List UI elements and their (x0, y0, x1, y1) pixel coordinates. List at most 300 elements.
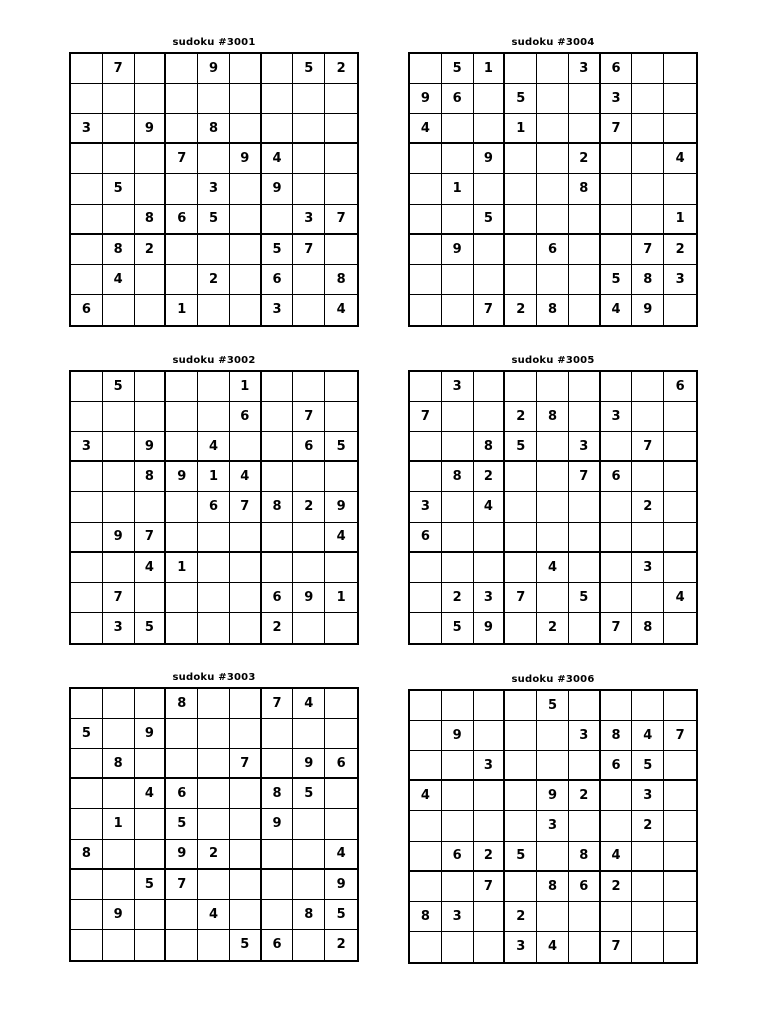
sudoku-cell (442, 781, 474, 811)
sudoku-cell (71, 809, 103, 839)
sudoku-cell (71, 613, 103, 643)
sudoku-cell (71, 930, 103, 960)
sudoku-cell (293, 174, 325, 204)
sudoku-cell (262, 840, 294, 870)
sudoku-cell: 2 (569, 144, 601, 174)
sudoku-cell (505, 553, 537, 583)
sudoku-cell: 9 (632, 295, 664, 325)
sudoku-cell (410, 583, 442, 613)
sudoku-cell: 5 (442, 613, 474, 643)
sudoku-cell (103, 870, 135, 900)
sudoku-cell (664, 842, 696, 872)
sudoku-cell (474, 523, 506, 553)
sudoku-cell: 6 (569, 872, 601, 902)
sudoku-cell (71, 553, 103, 583)
sudoku-cell: 4 (537, 932, 569, 962)
sudoku-cell (135, 749, 167, 779)
sudoku-cell: 2 (505, 902, 537, 932)
sudoku-cell (103, 553, 135, 583)
sudoku-cell (505, 492, 537, 522)
sudoku-cell: 8 (410, 902, 442, 932)
sudoku-cell (537, 265, 569, 295)
sudoku-cell (325, 84, 357, 114)
sudoku-cell (664, 84, 696, 114)
sudoku-cell (230, 553, 262, 583)
sudoku-cell (293, 840, 325, 870)
sudoku-cell (325, 689, 357, 719)
sudoku-cell (474, 235, 506, 265)
sudoku-cell: 9 (537, 781, 569, 811)
sudoku-grid (69, 52, 359, 327)
sudoku-cell (632, 144, 664, 174)
sudoku-cell: 3 (569, 54, 601, 84)
sudoku-cell (325, 553, 357, 583)
sudoku-cell: 7 (569, 462, 601, 492)
sudoku-cell (293, 295, 325, 325)
sudoku-cell: 7 (103, 54, 135, 84)
puzzle-title: sudoku #3006 (511, 674, 595, 685)
sudoku-cell (632, 691, 664, 721)
sudoku-cell (135, 840, 167, 870)
sudoku-cell: 4 (230, 462, 262, 492)
sudoku-cell (293, 809, 325, 839)
sudoku-cell (442, 932, 474, 962)
sudoku-cell (537, 144, 569, 174)
sudoku-cell (505, 613, 537, 643)
sudoku-cell (293, 613, 325, 643)
sudoku-cell: 7 (103, 583, 135, 613)
sudoku-cell: 9 (442, 235, 474, 265)
sudoku-cell (198, 372, 230, 402)
sudoku-cell (325, 719, 357, 749)
sudoku-cell (442, 432, 474, 462)
sudoku-cell (410, 205, 442, 235)
sudoku-cell (103, 779, 135, 809)
sudoku-cell (230, 689, 262, 719)
sudoku-cell (410, 372, 442, 402)
sudoku-cell (537, 721, 569, 751)
puzzle-title: sudoku #3004 (511, 37, 595, 48)
sudoku-cell: 6 (442, 842, 474, 872)
sudoku-cell: 9 (135, 432, 167, 462)
sudoku-cell: 4 (325, 523, 357, 553)
sudoku-cell: 6 (71, 295, 103, 325)
sudoku-cell: 2 (336, 937, 346, 953)
sudoku-cell (410, 721, 442, 751)
sudoku-cell (474, 811, 506, 841)
sudoku-cell (103, 144, 135, 174)
sudoku-cell (632, 462, 664, 492)
sudoku-cell: 2 (632, 811, 664, 841)
sudoku-cell: 3 (632, 553, 664, 583)
sudoku-cell (505, 372, 537, 402)
sudoku-cell (166, 432, 198, 462)
sudoku-cell: 3 (632, 781, 664, 811)
sudoku-cell: 4 (198, 900, 230, 930)
sudoku-cell (262, 432, 294, 462)
sudoku-cell (537, 492, 569, 522)
sudoku-cell (135, 174, 167, 204)
sudoku-cell: 8 (293, 900, 325, 930)
sudoku-cell (664, 751, 696, 781)
sudoku-cell (505, 205, 537, 235)
sudoku-cell: 2 (474, 842, 506, 872)
sudoku-cell: 2 (569, 781, 601, 811)
sudoku-cell: 9 (166, 462, 198, 492)
sudoku-cell (230, 583, 262, 613)
sudoku-cell: 6 (166, 205, 198, 235)
sudoku-cell (198, 870, 230, 900)
sudoku-cell (664, 523, 696, 553)
sudoku-cell (103, 492, 135, 522)
sudoku-cell (166, 84, 198, 114)
sudoku-cell (166, 719, 198, 749)
sudoku-cell: 4 (262, 144, 294, 174)
sudoku-cell: 9 (230, 144, 262, 174)
sudoku-cell (664, 462, 696, 492)
sudoku-cell (632, 583, 664, 613)
sudoku-cell (71, 749, 103, 779)
sudoku-cell (442, 144, 474, 174)
sudoku-cell: 9 (135, 114, 167, 144)
sudoku-cell: 5 (230, 930, 262, 960)
sudoku-cell (198, 523, 230, 553)
sudoku-cell (632, 842, 664, 872)
puzzle-title: sudoku #3005 (511, 355, 595, 366)
sudoku-cell: 5 (293, 54, 325, 84)
sudoku-cell: 1 (166, 553, 198, 583)
sudoku-cell (569, 235, 601, 265)
sudoku-cell (230, 84, 262, 114)
sudoku-cell: 9 (442, 721, 474, 751)
sudoku-cell: 3 (569, 721, 601, 751)
sudoku-cell (569, 114, 601, 144)
sudoku-cell (230, 432, 262, 462)
sudoku-cell (601, 174, 633, 204)
sudoku-cell: 2 (537, 613, 569, 643)
sudoku-cell (198, 295, 230, 325)
sudoku-cell: 3 (569, 432, 601, 462)
sudoku-cell: 2 (474, 462, 506, 492)
sudoku-cell (293, 114, 325, 144)
sudoku-cell (198, 689, 230, 719)
sudoku-cell (230, 295, 262, 325)
sudoku-cell (664, 872, 696, 902)
sudoku-cell: 8 (135, 462, 167, 492)
sudoku-cell (71, 689, 103, 719)
sudoku-cell: 5 (442, 54, 474, 84)
sudoku-cell (262, 523, 294, 553)
sudoku-cell (71, 174, 103, 204)
sudoku-cell (293, 719, 325, 749)
sudoku-cell (537, 462, 569, 492)
sudoku-grid (408, 52, 698, 327)
sudoku-cell (569, 523, 601, 553)
sudoku-cell (103, 205, 135, 235)
sudoku-cell (325, 462, 357, 492)
sudoku-cell: 1 (230, 372, 262, 402)
sudoku-grid (408, 370, 698, 645)
sudoku-cell: 3 (474, 583, 506, 613)
sudoku-cell (293, 870, 325, 900)
sudoku-cell (632, 902, 664, 932)
sudoku-cell (601, 583, 633, 613)
sudoku-cell (537, 84, 569, 114)
sudoku-cell: 1 (325, 583, 357, 613)
sudoku-cell: 4 (410, 781, 442, 811)
sudoku-cell: 4 (664, 144, 696, 174)
sudoku-cell (632, 402, 664, 432)
sudoku-cell (262, 402, 294, 432)
sudoku-cell (135, 900, 167, 930)
sudoku-cell (410, 691, 442, 721)
sudoku-cell: 6 (166, 779, 198, 809)
sudoku-cell (601, 811, 633, 841)
sudoku-cell (230, 174, 262, 204)
sudoku-cell: 5 (505, 432, 537, 462)
sudoku-cell: 5 (325, 432, 357, 462)
sudoku-cell (601, 144, 633, 174)
sudoku-cell (293, 553, 325, 583)
sudoku-cell: 5 (166, 809, 198, 839)
sudoku-cell (537, 751, 569, 781)
sudoku-cell (71, 54, 103, 84)
sudoku-cell (442, 523, 474, 553)
sudoku-cell: 5 (505, 84, 537, 114)
sudoku-cell: 7 (262, 689, 294, 719)
sudoku-cell (505, 751, 537, 781)
sudoku-cell: 6 (198, 492, 230, 522)
sudoku-cell: 7 (293, 235, 325, 265)
sudoku-cell (632, 523, 664, 553)
sudoku-cell: 5 (198, 205, 230, 235)
sudoku-cell (325, 613, 357, 643)
sudoku-cell: 8 (632, 265, 664, 295)
sudoku-cell (505, 721, 537, 751)
sudoku-puzzle-3004 (408, 37, 698, 327)
sudoku-cell (166, 523, 198, 553)
sudoku-cell: 4 (474, 492, 506, 522)
sudoku-cell (410, 235, 442, 265)
sudoku-cell: 7 (664, 721, 696, 751)
sudoku-cell: 3 (601, 84, 633, 114)
sudoku-cell: 5 (474, 205, 506, 235)
sudoku-cell (664, 932, 696, 962)
sudoku-cell (198, 402, 230, 432)
sudoku-cell: 3 (410, 492, 442, 522)
sudoku-cell: 5 (505, 842, 537, 872)
sudoku-puzzle-3003 (69, 672, 359, 962)
sudoku-cell (166, 749, 198, 779)
sudoku-cell (505, 462, 537, 492)
sudoku-cell (325, 809, 357, 839)
sudoku-cell: 6 (230, 402, 262, 432)
sudoku-cell (664, 492, 696, 522)
sudoku-cell (71, 779, 103, 809)
sudoku-cell: 3 (537, 811, 569, 841)
sudoku-cell (103, 719, 135, 749)
sudoku-cell (569, 613, 601, 643)
sudoku-cell (664, 613, 696, 643)
sudoku-cell (325, 402, 357, 432)
sudoku-cell: 6 (262, 265, 294, 295)
sudoku-cell: 8 (569, 842, 601, 872)
sudoku-cell (198, 719, 230, 749)
sudoku-cell: 9 (325, 492, 357, 522)
sudoku-cell (410, 751, 442, 781)
sudoku-cell (71, 265, 103, 295)
sudoku-cell: 5 (293, 779, 325, 809)
sudoku-cell (71, 402, 103, 432)
sudoku-cell (474, 402, 506, 432)
sudoku-cell: 5 (71, 719, 103, 749)
sudoku-cell: 2 (505, 402, 537, 432)
sudoku-puzzle-3002 (69, 355, 359, 645)
sudoku-cell: 5 (632, 751, 664, 781)
sudoku-cell (103, 689, 135, 719)
sudoku-cell: 8 (537, 295, 569, 325)
sudoku-cell (664, 691, 696, 721)
sudoku-cell: 7 (410, 402, 442, 432)
sudoku-cell (135, 54, 167, 84)
sudoku-cell (442, 205, 474, 235)
sudoku-cell (325, 174, 357, 204)
sudoku-cell (71, 583, 103, 613)
sudoku-cell: 4 (135, 553, 167, 583)
sudoku-cell (293, 84, 325, 114)
sudoku-cell (325, 114, 357, 144)
sudoku-cell: 3 (71, 114, 103, 144)
sudoku-cell: 1 (166, 295, 198, 325)
sudoku-cell: 3 (664, 265, 696, 295)
sudoku-cell (569, 402, 601, 432)
sudoku-cell (442, 751, 474, 781)
sudoku-cell (103, 295, 135, 325)
sudoku-cell: 2 (135, 235, 167, 265)
sudoku-cell: 6 (262, 583, 294, 613)
sudoku-cell (569, 932, 601, 962)
sudoku-cell (166, 174, 198, 204)
sudoku-cell: 5 (325, 900, 357, 930)
sudoku-cell (293, 144, 325, 174)
sudoku-cell: 2 (632, 492, 664, 522)
sudoku-cell (537, 205, 569, 235)
sudoku-cell (262, 205, 294, 235)
sudoku-cell (230, 54, 262, 84)
sudoku-cell: 9 (262, 809, 294, 839)
sudoku-cell (442, 402, 474, 432)
sudoku-cell (474, 902, 506, 932)
sudoku-cell (410, 872, 442, 902)
sudoku-cell: 2 (325, 54, 357, 84)
sudoku-cell (474, 721, 506, 751)
sudoku-cell (474, 932, 506, 962)
sudoku-cell (474, 553, 506, 583)
sudoku-cell: 7 (230, 492, 262, 522)
puzzle-title: sudoku #3002 (172, 355, 256, 366)
sudoku-cell: 9 (103, 523, 135, 553)
sudoku-cell (474, 84, 506, 114)
sudoku-cell: 7 (474, 872, 506, 902)
sudoku-cell: 7 (166, 870, 198, 900)
sudoku-cell: 3 (601, 402, 633, 432)
sudoku-cell (293, 523, 325, 553)
sudoku-cell (103, 114, 135, 144)
sudoku-cell (262, 719, 294, 749)
sudoku-cell (230, 235, 262, 265)
sudoku-cell (293, 265, 325, 295)
sudoku-cell (71, 900, 103, 930)
sudoku-cell: 5 (103, 372, 135, 402)
sudoku-cell (71, 462, 103, 492)
sudoku-cell (166, 402, 198, 432)
sudoku-cell (569, 553, 601, 583)
sudoku-cell (474, 781, 506, 811)
sudoku-cell (103, 930, 135, 960)
sudoku-cell (632, 205, 664, 235)
sudoku-cell (537, 54, 569, 84)
sudoku-cell: 4 (601, 295, 633, 325)
sudoku-cell (410, 811, 442, 841)
sudoku-cell (632, 872, 664, 902)
sudoku-cell (293, 372, 325, 402)
sudoku-cell (569, 295, 601, 325)
sudoku-cell (230, 613, 262, 643)
sudoku-cell (632, 372, 664, 402)
sudoku-cell (474, 265, 506, 295)
sudoku-cell (601, 492, 633, 522)
sudoku-cell: 3 (262, 295, 294, 325)
sudoku-cell (230, 523, 262, 553)
sudoku-grid (69, 687, 359, 962)
sudoku-cell (325, 372, 357, 402)
sudoku-cell: 2 (505, 295, 537, 325)
sudoku-cell (135, 492, 167, 522)
sudoku-cell (71, 870, 103, 900)
sudoku-cell (135, 583, 167, 613)
sudoku-cell (505, 174, 537, 204)
sudoku-cell (601, 372, 633, 402)
sudoku-cell (135, 930, 167, 960)
sudoku-cell (442, 114, 474, 144)
sudoku-cell (198, 235, 230, 265)
sudoku-cell: 2 (442, 583, 474, 613)
sudoku-cell: 9 (474, 613, 506, 643)
sudoku-cell: 1 (198, 462, 230, 492)
sudoku-cell: 4 (632, 721, 664, 751)
sudoku-cell: 8 (103, 749, 135, 779)
sudoku-cell (166, 613, 198, 643)
sudoku-cell (569, 902, 601, 932)
sudoku-cell: 5 (103, 174, 135, 204)
sudoku-cell (664, 54, 696, 84)
sudoku-cell (664, 902, 696, 932)
sudoku-cell: 2 (262, 613, 294, 643)
sudoku-cell: 8 (474, 432, 506, 462)
sudoku-cell (442, 872, 474, 902)
sudoku-cell: 1 (474, 54, 506, 84)
sudoku-cell: 4 (537, 553, 569, 583)
sudoku-cell (262, 462, 294, 492)
sudoku-cell (505, 54, 537, 84)
sudoku-cell (103, 432, 135, 462)
sudoku-cell (442, 553, 474, 583)
sudoku-cell (537, 583, 569, 613)
sudoku-cell: 3 (293, 205, 325, 235)
sudoku-cell (505, 235, 537, 265)
sudoku-cell (135, 84, 167, 114)
sudoku-cell (135, 372, 167, 402)
